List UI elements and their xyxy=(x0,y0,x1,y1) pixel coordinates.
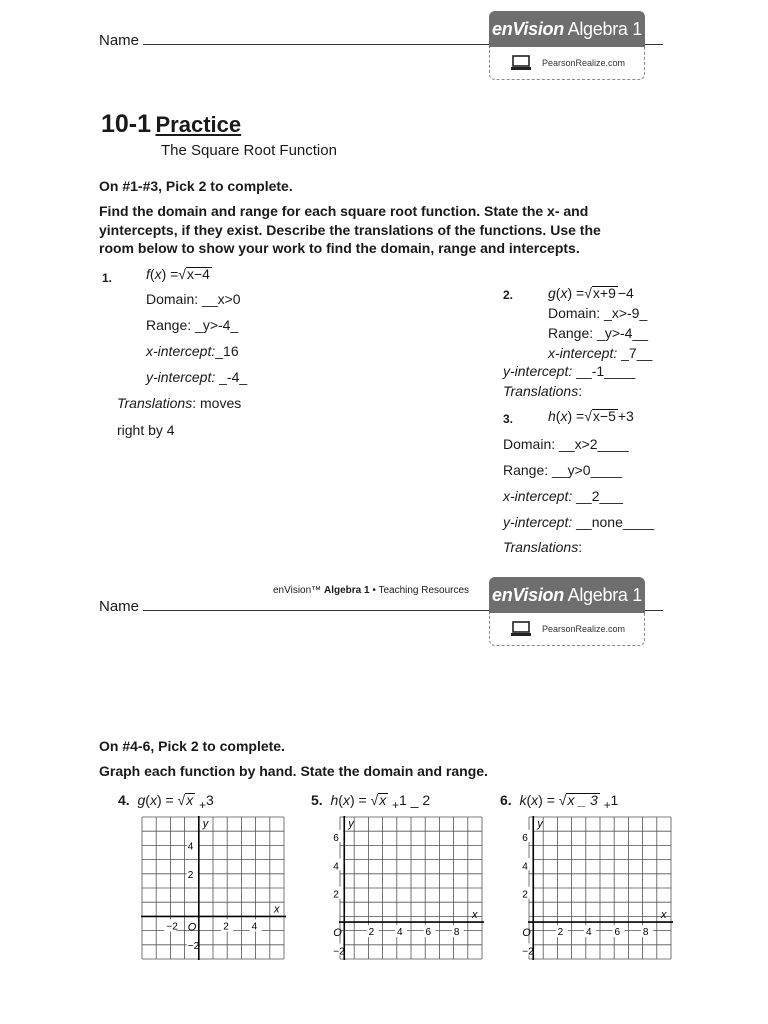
origin-label: O xyxy=(333,927,342,940)
lesson-subtitle: The Square Root Function xyxy=(161,142,337,159)
domain-answer[interactable]: __x>2____ xyxy=(559,436,629,452)
x-axis-label: x xyxy=(472,909,478,922)
graph-number: 6. xyxy=(500,792,512,808)
lesson-word: Practice xyxy=(155,112,242,137)
problem-1-range xyxy=(146,317,238,333)
badge-course: Algebra 1 xyxy=(567,585,643,605)
name-label: Name xyxy=(99,32,140,49)
x-tick-label: 6 xyxy=(425,927,432,939)
graph-5-title: 5. h(x) = √x $_+$1 _ 2 xyxy=(311,792,431,812)
problem-3-xint xyxy=(503,488,623,504)
fn-plus: + xyxy=(199,798,206,812)
x-tick-label: 2 xyxy=(557,927,564,939)
x-tick-label: 2 xyxy=(223,921,229,933)
translations-label: Translations xyxy=(503,539,579,555)
instruction-pick-1: On #1-#3, Pick 2 to complete. xyxy=(99,178,293,194)
problem-3-function: h(x) =√x−5 +3 xyxy=(548,408,634,424)
y-tick-label: 6 xyxy=(333,832,339,844)
problem-2-translations xyxy=(503,383,582,399)
fn-tail: −4 xyxy=(617,285,634,301)
yint-answer[interactable]: _-4_ xyxy=(219,369,248,385)
xint-answer[interactable]: __2___ xyxy=(576,488,623,504)
coordinate-grid-6[interactable] xyxy=(522,815,673,970)
badge-title xyxy=(489,11,645,47)
fn-tail: 1 xyxy=(398,792,407,808)
domain-label: Domain: xyxy=(146,291,199,307)
domain-answer[interactable]: _x>-9_ xyxy=(604,305,648,321)
fn-plus: + xyxy=(392,798,399,812)
radicand: x+9 xyxy=(592,285,616,301)
y-tick-label: 4 xyxy=(187,841,194,853)
yint-label: y-intercept: xyxy=(503,514,573,530)
xint-label: x-intercept: xyxy=(146,343,216,359)
fn-name: g xyxy=(548,285,556,301)
badge-site-row xyxy=(489,613,645,646)
x-tick-label: 4 xyxy=(397,927,403,939)
yint-answer[interactable]: __none____ xyxy=(576,514,655,530)
yint-label: y-intercept: xyxy=(503,363,573,379)
fn-var: x xyxy=(531,792,539,808)
x-tick-label: 4 xyxy=(586,927,592,939)
problem-1-xint xyxy=(146,343,239,359)
footer-brand: enVision™ xyxy=(273,585,322,596)
badge-brand: enVision xyxy=(491,19,564,39)
fn-name: g xyxy=(137,792,146,808)
badge-title xyxy=(489,577,645,613)
coordinate-grid-4[interactable] xyxy=(140,815,290,970)
xint-answer[interactable]: _16 xyxy=(215,343,239,359)
fn-var: x xyxy=(154,266,162,282)
instruction-graph: Graph each function by hand. State the domain and range. xyxy=(99,763,488,779)
range-label: Range: xyxy=(503,462,549,478)
radicand: x−5 xyxy=(592,408,616,424)
y-tick-label: −2 xyxy=(333,946,345,958)
problem-1-number: 1. xyxy=(102,271,113,285)
problem-1-function: f(x) =√x−4 xyxy=(146,266,210,282)
instruction-pick-2: On #4-6, Pick 2 to complete. xyxy=(99,738,285,754)
badge-site: PearsonRealize.com xyxy=(542,624,626,634)
page-title xyxy=(101,110,241,139)
range-answer[interactable]: _y>-4__ xyxy=(597,325,649,341)
fn-tail: 3 xyxy=(205,792,214,808)
x-axis-label: x xyxy=(661,909,667,922)
fn-tail-2: _ 2 xyxy=(410,792,431,808)
yint-answer[interactable]: __-1____ xyxy=(576,363,636,379)
yint-label: y-intercept: xyxy=(146,369,216,385)
translations-answer[interactable]: : moves xyxy=(192,395,242,411)
problem-2-function: g(x) =√x+9 −4 xyxy=(548,285,634,301)
fn-tail: 1 xyxy=(610,792,619,808)
name-label: Name xyxy=(99,598,140,615)
domain-answer[interactable]: __x>0 xyxy=(202,291,241,307)
badge-brand: enVision xyxy=(491,585,564,605)
y-tick-label: 2 xyxy=(333,889,339,901)
badge-site: PearsonRealize.com xyxy=(542,58,626,68)
range-answer[interactable]: _y>-4_ xyxy=(195,317,239,333)
problem-1-translations xyxy=(117,395,241,411)
envision-badge xyxy=(489,11,645,81)
graph-6-title: 6. k(x) = √x _ 3 $_+$1 xyxy=(500,792,619,812)
y-tick-label: 2 xyxy=(522,889,528,901)
y-tick-label: −2 xyxy=(522,946,534,958)
fn-var: x xyxy=(149,792,157,808)
x-tick-label: 2 xyxy=(368,927,375,939)
y-tick-label: 4 xyxy=(333,861,339,873)
translations-colon: : xyxy=(578,539,583,555)
x-axis-label: x xyxy=(274,903,280,916)
x-tick-label: 8 xyxy=(453,927,460,939)
page-footer xyxy=(273,585,469,596)
domain-label: Domain: xyxy=(548,305,601,321)
x-tick-label: 8 xyxy=(642,927,649,939)
radicand: x xyxy=(379,792,387,808)
fn-var: x xyxy=(560,285,568,301)
problem-3-domain xyxy=(503,436,629,452)
fn-tail: +3 xyxy=(617,408,634,424)
origin-label: O xyxy=(187,921,197,934)
xint-answer[interactable]: _7__ xyxy=(621,345,653,361)
fn-name: h xyxy=(330,792,339,808)
y-axis-label: y xyxy=(202,818,209,830)
fn-name: k xyxy=(519,792,527,808)
radicand: x _ 3 xyxy=(567,792,598,808)
problem-2-domain xyxy=(548,305,647,321)
laptop-icon xyxy=(510,620,532,638)
x-tick-label: 6 xyxy=(614,927,621,939)
y-tick-label: 6 xyxy=(522,832,528,844)
translations-label: Translations xyxy=(503,383,579,399)
problem-2-number: 2. xyxy=(503,288,514,302)
y-tick-label: 4 xyxy=(522,861,528,873)
fn-name: h xyxy=(548,408,556,424)
fn-var: x xyxy=(342,792,350,808)
range-label: Range: xyxy=(146,317,192,333)
radicand: x xyxy=(186,792,194,808)
footer-resource: Teaching Resources xyxy=(378,585,470,596)
fn-name: f xyxy=(146,266,150,282)
footer-separator: • xyxy=(372,585,376,596)
problem-3-yint xyxy=(503,514,654,530)
origin-label: O xyxy=(522,927,531,940)
domain-label: Domain: xyxy=(503,436,556,452)
fn-plus: + xyxy=(603,798,611,812)
problem-2-range xyxy=(548,325,648,341)
y-axis-label: y xyxy=(537,818,543,830)
coordinate-grid-5[interactable] xyxy=(333,815,484,970)
range-label: Range: xyxy=(548,325,594,341)
graph-4-title: 4. g(x) = √x $_+$3 xyxy=(118,792,214,812)
problem-1-translations-line2[interactable]: right by 4 xyxy=(117,422,175,438)
graph-number: 5. xyxy=(311,792,323,808)
badge-site-row xyxy=(489,47,645,80)
envision-badge-2 xyxy=(489,577,645,647)
x-tick-label: −2 xyxy=(166,921,178,933)
xint-label: x-intercept: xyxy=(503,488,573,504)
problem-1-domain xyxy=(146,291,241,307)
problem-3-number: 3. xyxy=(503,412,514,426)
y-axis-label: y xyxy=(348,818,354,830)
graph-number: 4. xyxy=(118,792,130,808)
translations-label: Translations xyxy=(117,395,193,411)
badge-course: Algebra 1 xyxy=(567,19,643,39)
problem-2-xint xyxy=(548,345,652,361)
lesson-number: 10-1 xyxy=(101,110,152,138)
instruction-paragraph: Find the domain and range for each square root function. State the x- and yintercepts, if they exist. Describe the translations of the functions. Use the room below to show your work to find the domain, range and intercepts. xyxy=(99,203,601,256)
y-tick-label: 2 xyxy=(187,869,194,881)
fn-var: x xyxy=(560,408,568,424)
y-tick-label: −2 xyxy=(187,940,200,952)
problem-3-translations xyxy=(503,539,582,555)
footer-course: Algebra 1 xyxy=(323,585,370,596)
translations-colon: : xyxy=(578,383,583,399)
problem-1-yint xyxy=(146,369,247,385)
problem-3-range xyxy=(503,462,622,478)
laptop-icon xyxy=(510,54,532,72)
radicand: x−4 xyxy=(186,266,210,282)
xint-label: x-intercept: xyxy=(548,345,618,361)
range-answer[interactable]: __y>0____ xyxy=(552,462,622,478)
problem-2-yint xyxy=(503,363,635,379)
x-tick-label: 4 xyxy=(251,921,258,933)
